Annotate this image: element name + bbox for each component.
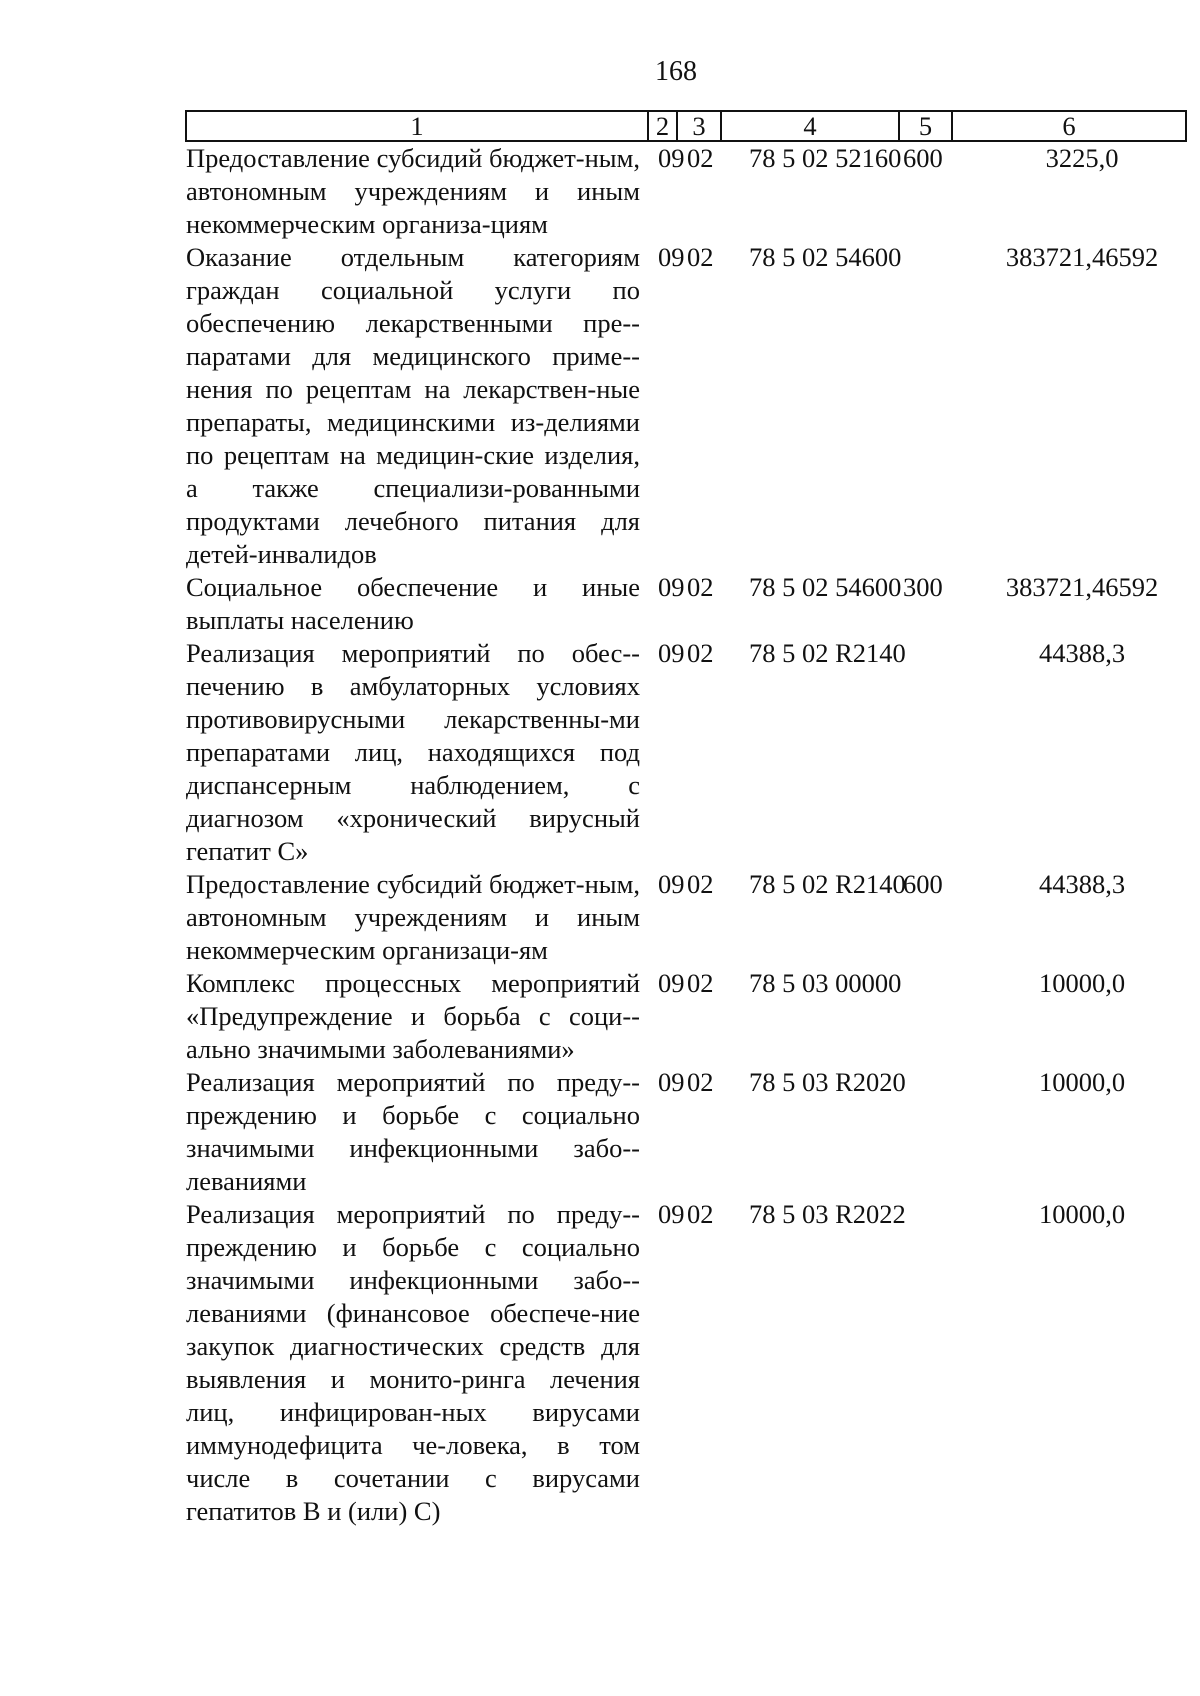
- row-razdel: 09: [658, 869, 685, 899]
- table-row: [186, 241, 1186, 571]
- row-csr: 78 5 03 00000: [749, 968, 902, 998]
- row-vr: [899, 241, 952, 571]
- row-razdel: 09: [658, 638, 685, 668]
- row-amount: 10000,0: [1038, 1199, 1126, 1229]
- column-header-3: 3: [677, 111, 721, 141]
- row-amount: 3225,0: [1045, 143, 1119, 173]
- table-row: [186, 967, 1186, 1066]
- row-vr: 600: [903, 143, 943, 173]
- table-row: [186, 868, 1186, 967]
- row-vr: [899, 1198, 952, 1528]
- budget-table: [185, 110, 1187, 1528]
- column-header-6: 6: [952, 111, 1186, 141]
- row-vr: [899, 1066, 952, 1198]
- table-row: [186, 1198, 1186, 1528]
- row-podrazdel: 02: [687, 1199, 714, 1229]
- row-razdel: 09: [658, 968, 685, 998]
- table-row: [186, 571, 1186, 637]
- row-amount: 383721,46592: [1005, 242, 1159, 272]
- row-name: Реализация мероприятий по преду-преждению и борьбе с социально значимыми инфекционными забо-леваниями (финансовое обеспече-ние закупок диагностических средств для выявления и монито-ринга лечения лиц, инфицирован-ных вирусами иммунодефицита че-ловека, в том числе в сочетании с вирусами гепатитов В и (или) С): [186, 1199, 640, 1526]
- row-csr: 78 5 02 52160: [749, 143, 902, 173]
- row-razdel: 09: [658, 143, 685, 173]
- page-number: 168: [655, 56, 697, 87]
- table-row: [186, 141, 1186, 241]
- row-vr: 300: [903, 572, 943, 602]
- row-amount: 10000,0: [1038, 1067, 1126, 1097]
- row-name: Реализация мероприятий по преду-преждению и борьбе с социально значимыми инфекционными забо-леваниями: [186, 1067, 640, 1196]
- row-name: Оказание отдельным категориям граждан социальной услуги по обеспечению лекарственными пре-паратами для медицинского приме-нения по рецептам на лекарствен-ные препараты, медицинскими из-делиями по рецептам на медицин-ские изделия, а также специализи-рованными продуктами лечебного питания для детей-инвалидов: [186, 242, 640, 569]
- row-name: Предоставление субсидий бюджет-ным, автономным учреждениям и иным некоммерческим организаци-ям: [186, 869, 640, 965]
- column-header-2: 2: [648, 111, 677, 141]
- table-row: [186, 1066, 1186, 1198]
- column-header-4: 4: [721, 111, 899, 141]
- row-name: Предоставление субсидий бюджет-ным, автономным учреждениям и иным некоммерческим организа-циям: [186, 143, 640, 239]
- header-row: [186, 111, 1186, 141]
- table-row: [186, 637, 1186, 868]
- row-vr: [899, 967, 952, 1066]
- row-podrazdel: 02: [687, 1067, 714, 1097]
- row-podrazdel: 02: [687, 638, 714, 668]
- row-csr: 78 5 02 R2140: [749, 869, 906, 899]
- row-csr: 78 5 02 54600: [749, 572, 902, 602]
- row-amount: 44388,3: [1038, 638, 1126, 668]
- row-amount: 10000,0: [1038, 968, 1126, 998]
- row-vr: [899, 637, 952, 868]
- row-podrazdel: 02: [687, 143, 714, 173]
- row-csr: 78 5 03 R2022: [749, 1199, 906, 1229]
- row-name: Комплекс процессных мероприятий «Предупреждение и борьба с соци-ально значимыми заболеваниями»: [186, 968, 640, 1064]
- row-amount: 383721,46592: [1005, 572, 1159, 602]
- row-razdel: 09: [658, 1199, 685, 1229]
- row-name: Социальное обеспечение и иные выплаты населению: [186, 572, 640, 635]
- row-csr: 78 5 02 54600: [749, 242, 902, 272]
- row-razdel: 09: [658, 572, 685, 602]
- table-body: [186, 141, 1186, 1528]
- row-podrazdel: 02: [687, 572, 714, 602]
- row-podrazdel: 02: [687, 869, 714, 899]
- row-podrazdel: 02: [687, 968, 714, 998]
- row-name: Реализация мероприятий по обес-печению в амбулаторных условиях противовирусными лекарственны-ми препаратами лиц, находящихся под диспансерным наблюдением, с диагнозом «хронический вирусный гепатит С»: [186, 638, 640, 866]
- row-razdel: 09: [658, 1067, 685, 1097]
- column-header-5: 5: [899, 111, 952, 141]
- row-csr: 78 5 03 R2020: [749, 1067, 906, 1097]
- row-vr: 600: [903, 869, 943, 899]
- table-header: [186, 111, 1186, 141]
- row-razdel: 09: [658, 242, 685, 272]
- row-podrazdel: 02: [687, 242, 714, 272]
- row-csr: 78 5 02 R2140: [749, 638, 906, 668]
- row-amount: 44388,3: [1038, 869, 1126, 899]
- column-header-1: 1: [186, 111, 648, 141]
